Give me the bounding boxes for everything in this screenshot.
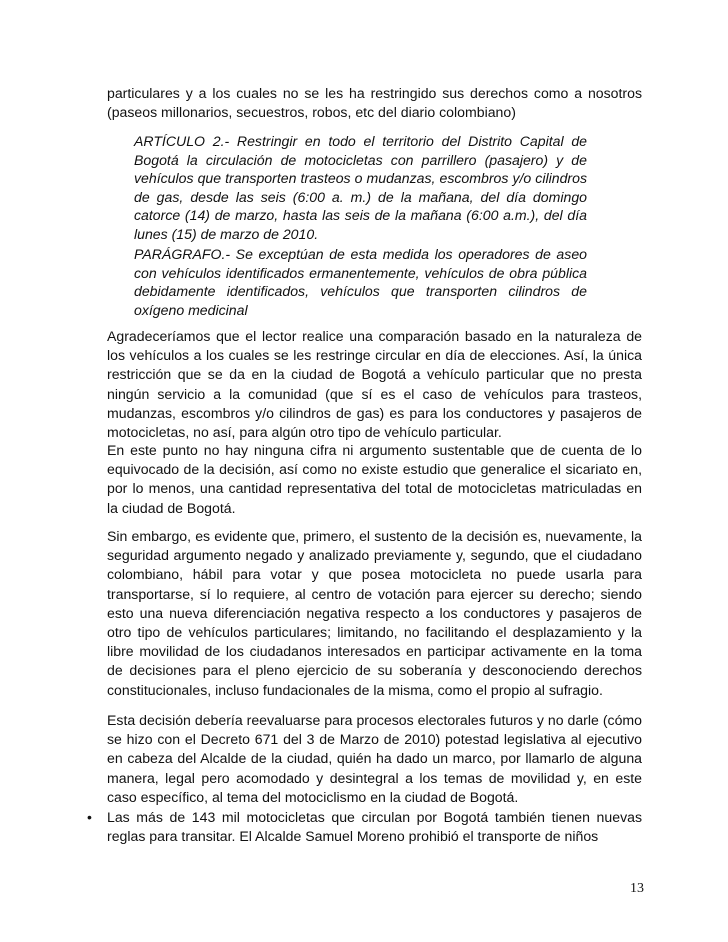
- paragraph-sin-embargo: Sin embargo, es evidente que, primero, el sustento de la decisión es, nuevamente, la seguridad argumento negado y analizado previamente y, segundo, que el ciudadano colombiano, hábil para votar y que posea motocicleta no puede usarla para transportarse, sí lo requiere, al centro de votación para ejercer su derecho; siendo esto una nueva diferenciación negativa respecto a los conductores y pasajeros de otro tipo de vehículos particulares; limitando, no facilitando el desplazamiento y la libre movilidad de los ciudadanos interesados en participar activamente en la toma de decisiones para el pleno ejercicio de su soberanía y desconociendo derechos constitucionales, incluso fundacionales de la misma, como el propio al sufragio.: [107, 528, 642, 698]
- paragraph-particulares: particulares y a los cuales no se les ha restringido sus derechos como a nosotros (paseos millonarios, secuestros, robos, etc del diario colombiano): [107, 85, 642, 121]
- bullet-icon: •: [87, 809, 92, 825]
- paragraph-esta-decision: Esta decisión debería reevaluarse para procesos electorales futuros y no darle (cómo se hizo con el Decreto 671 del 3 de Marzo de 2010) potestad legislativa al ejecutivo en cabeza del Alcalde de la ciudad, quién ha dado un marco, por llamarlo de alguna manera, legal pero acomodado y desintegral a los temas de movilidad y, en este caso específico, al tema del motociclismo en la ciudad de Bogotá.: [107, 712, 642, 805]
- bullet-item-motocicletas: Las más de 143 mil motocicletas que circulan por Bogotá también tienen nuevas reglas para transitar. El Alcalde Samuel Moreno prohibió el transporte de niños: [107, 809, 642, 845]
- paragraph-en-este-punto: En este punto no hay ninguna cifra ni argumento sustentable que de cuenta de lo equivocado de la decisión, así como no existe estudio que generalice el sicariato en, por lo menos, una cantidad representativa del total de motocicletas matriculadas en la ciudad de Bogotá.: [107, 442, 642, 516]
- paragraph-agradeceriamos: Agradeceríamos que el lector realice una comparación basado en la naturaleza de los vehículos a los cuales se les restringe circular en día de elecciones. Así, la única restricción que se da en la ciudad de Bogotá a vehículo particular que no presta ningún servicio a la comunidad (que sí es el caso de vehículos para trasteos, mudanzas, escombros y/o cilindros de gas) es para los conductores y pasajeros de motocicletas, no así, para algún otro tipo de vehículo particular.: [107, 328, 642, 441]
- quote-paragrafo: PARÁGRAFO.- Se exceptúan de esta medida los operadores de aseo con vehículos identificados ermanentemente, vehículos de obra pública debidamente identificados, vehículos que transporten cilindros de oxígeno medicinal: [134, 246, 587, 318]
- page-number: 13: [630, 881, 644, 896]
- quote-articulo-2: ARTÍCULO 2.- Restringir en todo el territorio del Distrito Capital de Bogotá la circulación de motocicletas con parrillero (pasajero) y de vehículos que transporten trasteos o mudanzas, escombros y/o cilindros de gas, desde las seis (6:00 a. m.) de la mañana, del día domingo catorce (14) de marzo, hasta las seis de la mañana (6:00 a.m.), del día lunes (15) de marzo de 2010.: [134, 133, 587, 242]
